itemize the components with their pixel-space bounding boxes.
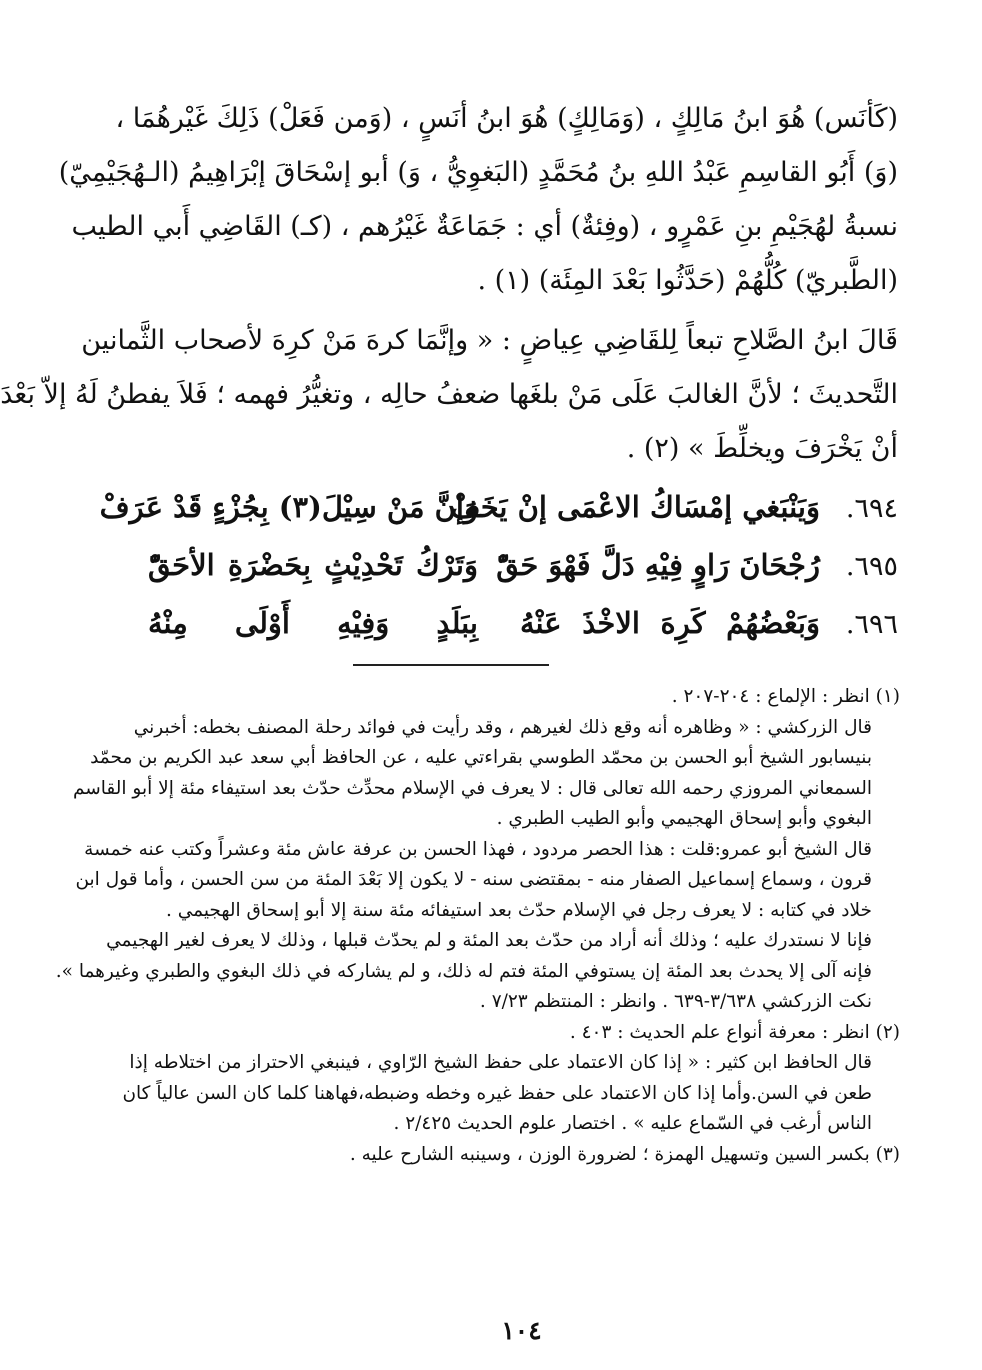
page-number: ١٠٤ xyxy=(501,1316,542,1345)
footnote-line: الناس أرغب في السّماع عليه » . اختصار علوم الحديث ٢/٤٢٥ . xyxy=(393,1113,872,1134)
footnote-separator xyxy=(353,664,549,666)
footnote-line: قال الشيخ أبو عمرو:قلت : هذا الحصر مردود ، فهذا الحسن بن عرفة عاش مئة وعشراً وكتب عنه خمسة xyxy=(84,838,872,860)
footnote-2-body xyxy=(123,1048,900,1140)
verse-second-hemistich: بِبَلَدٍ وَفِيْهِ أَوْلَى مِنْهُ xyxy=(148,606,478,640)
footnote-line: طعن في السن.وأما إذا كان الاعتماد على حفظ غيره وخطه وضبطه،فهاهنا كلما كان السن عالياً كان xyxy=(122,1082,872,1104)
verse-695 xyxy=(123,548,898,606)
verse-number: ٦٩٥. xyxy=(845,551,898,582)
text-line: نسبةُ لهُجَيْمِ بنِ عَمْرٍو ، (وفِئةٌ) أي : جَمَاعَةٌ غَيْرُهم ، (كـ) القَاضِي أَبي الطيب xyxy=(71,211,898,242)
footnotes xyxy=(55,682,900,1170)
footnote-3-heading: (٣) بكسر السين وتسهيل الهمزة ؛ لضرورة الوزن ، وسينبه الشارح عليه . xyxy=(349,1143,900,1165)
verse-second-hemistich: وَتَرْكُ تَحْدِيْثٍ بِحَضْرَةِ الأحَقّْ xyxy=(148,548,478,582)
footnote-line: قال الزركشي : « وظاهره أنه وقع ذلك لغيرهم ، وقد رأيت في فوائد رحلة المصنف بخطه: أخبرني xyxy=(133,716,872,738)
footnote-line: بنيسابور الشيخ أبو الحسن بن محمّد الطوسي بقراءتي عليه ، عن الحافظ أبي سعد عبد الكريم بن محمّد xyxy=(90,747,872,768)
text-line: (كَأنَس) هُوَ ابنُ مَالِكٍ ، (وَمَالِكٍ) هُوَ ابنُ أنَسٍ ، (وَمن فَعَلْ) ذَلِكَ غَيْرهُمَا ، xyxy=(115,103,898,134)
main-paragraph-1 xyxy=(58,92,898,308)
footnote-line: قال الحافظ ابن كثير : « إذا كان الاعتماد على حفظ الشيخ الرّاوي ، فينبغي الاحتراز من اختلاطه إذا xyxy=(129,1052,872,1073)
footnote-line: فإنه آلى إلا يحدث بعد المئة إن يستوفي المئة فتم له ذلك، و لم يشاركه في ذلك البغوي والطبري وغيرهما ». xyxy=(55,960,872,982)
text-line: (وَ) أَبُو القاسِمِ عَبْدُ اللهِ بنُ مُحَمَّدٍ (البَغوِيُّ ، وَ) أبو إسْحَاقَ إبْرَاهِيمُ (الـهُجَيْمِيّ) xyxy=(58,157,898,188)
footnote-line: خلاد في كتابه : لا يعرف رجل في الإسلام حدّث بعد استيفائه مئة سنة إلا أبو إسحاق الهجيمي . xyxy=(165,899,872,921)
verse-first-hemistich: رُجْحَانَ رَاوٍ فِيْهِ دَلَّ فَهْوَ حَقّْ xyxy=(496,548,820,582)
verse-first-hemistich: وَيَنْبَغي إمْسَاكُ الاعْمَى إنْ يَخَفْ xyxy=(450,490,820,524)
verse-number: ٦٩٤. xyxy=(845,493,898,524)
text-line: أنْ يَخْرَفَ ويخلِّطَ » (٢) . xyxy=(626,433,898,464)
footnote-line: البغوي وأبو إسحاق الهجيمي وأبو الطيب الطبري . xyxy=(496,808,872,829)
footnote-1-heading: (١) انظر : الإلماع : ٢٠٤-٢٠٧ . xyxy=(671,686,900,707)
verse-first-hemistich: وَبَعْضُهُمْ كَرِهَ الاخْذَ عَنْهُ xyxy=(520,606,820,640)
footnote-line: نكت الزركشي ٣/٦٣٨-٦٣٩ . وانظر : المنتظم ٧/٢٣ . xyxy=(479,991,872,1012)
footnote-1-body xyxy=(55,713,900,1018)
verse-696 xyxy=(123,606,898,664)
verse-second-hemistich: وَإنَّ مَنْ سِيْلَ(٣) بِجُزْءٍ قَدْ عَرَفْ xyxy=(99,490,478,524)
verse-694 xyxy=(99,490,898,548)
main-paragraph-2 xyxy=(0,314,898,476)
footnote-line: السمعاني المروزي رحمه الله تعالى قال : لا يعرف في الإسلام محدِّث حدّث بعد استيفاء مئة إلا أبو القاسم xyxy=(72,777,872,799)
footnote-line: فإنا لا نستدرك عليه ؛ وذلك أنه أراد من حدّث بعد المئة و لم يحدّث قبلها ، وذلك لا يعرف لغير الهجيمي xyxy=(106,930,872,951)
text-line: (الطَّبريّ) كُلُّهُمْ (حَدَّثُوا بَعْدَ المِئَة) (١) . xyxy=(477,265,898,296)
text-line: قَالَ ابنُ الصَّلاحِ تبعاً لِلقَاضِي عِياضٍ : « وإنَّمَا كرهَ مَنْ كرِهَ لأصحاب الثَّمانين xyxy=(81,325,898,356)
text-line: التَّحديثَ ؛ لأنَّ الغالبَ عَلَى مَنْ بلغَها ضعفُ حالِه ، وتغيُّرُ فهمه ؛ فَلاَ يفطنُ لَهُ إلاّ بَعْدَ xyxy=(0,379,898,410)
footnote-line: قرون ، وسماع إسماعيل الصفار منه - بمقتضى سنه - لا يكون إلا بَعْدَ المئة من سن الحسن ، وأما قول ابن xyxy=(75,869,872,890)
poem-verses xyxy=(99,490,898,664)
verse-number: ٦٩٦. xyxy=(845,609,898,640)
footnote-2-heading: (٢) انظر : معرفة أنواع علم الحديث : ٤٠٣ . xyxy=(569,1021,900,1043)
